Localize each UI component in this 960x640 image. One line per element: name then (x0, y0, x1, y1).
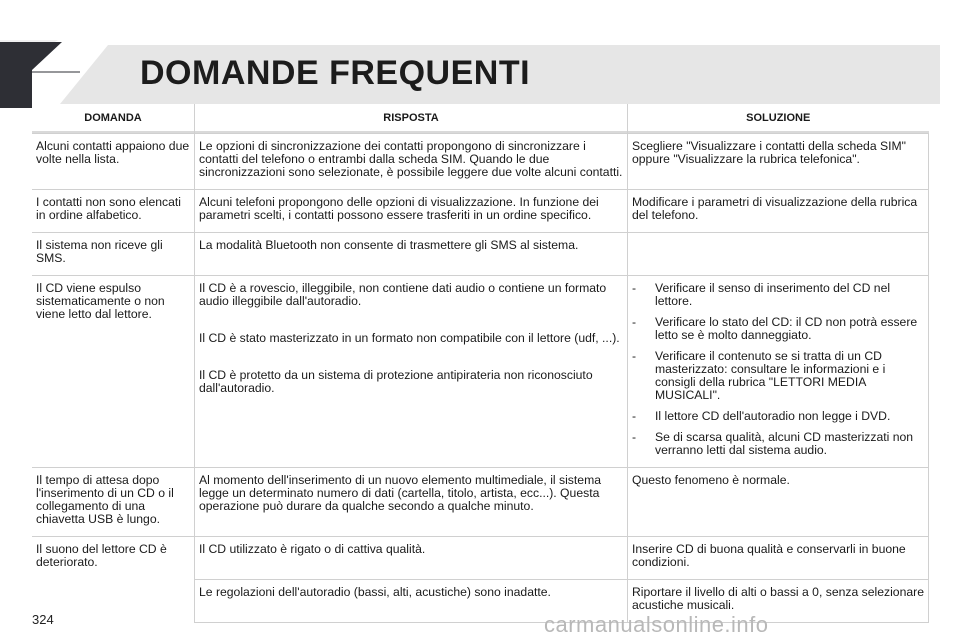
table-row (32, 276, 929, 468)
column-header-soluzione: SOLUZIONE (628, 104, 929, 134)
table-row (32, 468, 929, 537)
column-header-domanda: DOMANDA (32, 104, 195, 134)
answer-cell (195, 134, 628, 190)
solution-list (632, 282, 924, 457)
question-cell: I contatti non sono elencati in ordine alfabetico. (32, 190, 195, 233)
solution-cell: Riportare il livello di alti o bassi a 0, senza selezionare acustiche musicali. (628, 580, 929, 623)
table-row (32, 537, 929, 580)
solution-list-item: - Se di scarsa qualità, alcuni CD masterizzati non verranno letti dal sistema audio. (632, 431, 924, 457)
solution-cell (628, 276, 929, 468)
solution-list-item: - Verificare il senso di inserimento del CD nel lettore. (632, 282, 924, 308)
table-header-row (32, 104, 929, 134)
solution-cell: Inserire CD di buona qualità e conservarli in buone condizioni. (628, 537, 929, 580)
page-title: DOMANDE FREQUENTI (140, 54, 531, 92)
answer-text: Il CD è protetto da un sistema di protezione antipirateria non riconosciuto dall'autoradio. (199, 368, 593, 395)
question-cell: Il tempo di attesa dopo l'inserimento di un CD o il collegamento di una chiavetta USB è lungo. (32, 468, 195, 537)
answer-cell (195, 537, 628, 580)
page-header (0, 40, 960, 108)
answer-text: Al momento dell'inserimento di un nuovo elemento multimediale, il sistema legge un determinato numero di dati (cartella, titolo, artista, ecc...). Questa operazione può durare da qualche secondo a qualche minuto. (199, 473, 601, 513)
question-cell: Alcuni contatti appaiono due volte nella lista. (32, 134, 195, 190)
table-row (32, 233, 929, 276)
answer-text: Alcuni telefoni propongono delle opzioni di visualizzazione. In funzione dei parametri scelti, i contatti possono essere trasferiti in un ordine specifico. (199, 195, 599, 222)
page-number: 324 (32, 612, 54, 627)
question-cell: Il sistema non riceve gli SMS. (32, 233, 195, 276)
answer-cell (195, 190, 628, 233)
faq-table (32, 104, 929, 623)
question-cell: Il suono del lettore CD è deteriorato. (32, 537, 195, 623)
answer-text: Il CD è a rovescio, illeggibile, non contiene dati audio o contiene un formato audio illeggibile dall'autoradio. (199, 281, 607, 308)
question-cell: Il CD viene espulso sistematicamente o non viene letto dal lettore. (32, 276, 195, 468)
solution-list-item: - Verificare lo stato del CD: il CD non potrà essere letto se è molto danneggiato. (632, 316, 924, 342)
column-header-risposta: RISPOSTA (195, 104, 628, 134)
answer-text: Il CD utilizzato è rigato o di cattiva qualità. (199, 542, 426, 556)
answer-cell (195, 468, 628, 537)
answer-text: Le regolazioni dell'autoradio (bassi, alti, acustiche) sono inadatte. (199, 585, 551, 599)
solution-cell (628, 233, 929, 276)
answer-text: La modalità Bluetooth non consente di trasmettere gli SMS al sistema. (199, 238, 579, 252)
watermark: carmanualsonline.info (544, 612, 769, 637)
table-row (32, 134, 929, 190)
answer-text: Il CD è stato masterizzato in un formato non compatibile con il lettore (udf, ...). (199, 331, 620, 345)
answer-cell (195, 233, 628, 276)
answer-cell (195, 276, 628, 468)
solution-cell: Questo fenomeno è normale. (628, 468, 929, 537)
solution-cell: Scegliere "Visualizzare i contatti della scheda SIM" oppure "Visualizzare la rubrica telefonica". (628, 134, 929, 190)
solution-cell: Modificare i parametri di visualizzazione della rubrica del telefono. (628, 190, 929, 233)
answer-text: Le opzioni di sincronizzazione dei contatti propongono di sincronizzare i contatti del telefono o entrambi dalla scheda SIM. Quando le due sincronizzazioni sono selezionate, è possibile leggere due volte alcuni contatti. (199, 139, 623, 179)
banner-corner (0, 42, 62, 108)
solution-list-item: - Il lettore CD dell'autoradio non legge i DVD. (632, 410, 924, 423)
solution-list-item: - Verificare il contenuto se si tratta di un CD masterizzato: consultare le informazioni e i consigli della rubrica "LETTORI MEDIA MUSICALI". (632, 350, 924, 402)
table-row (32, 190, 929, 233)
